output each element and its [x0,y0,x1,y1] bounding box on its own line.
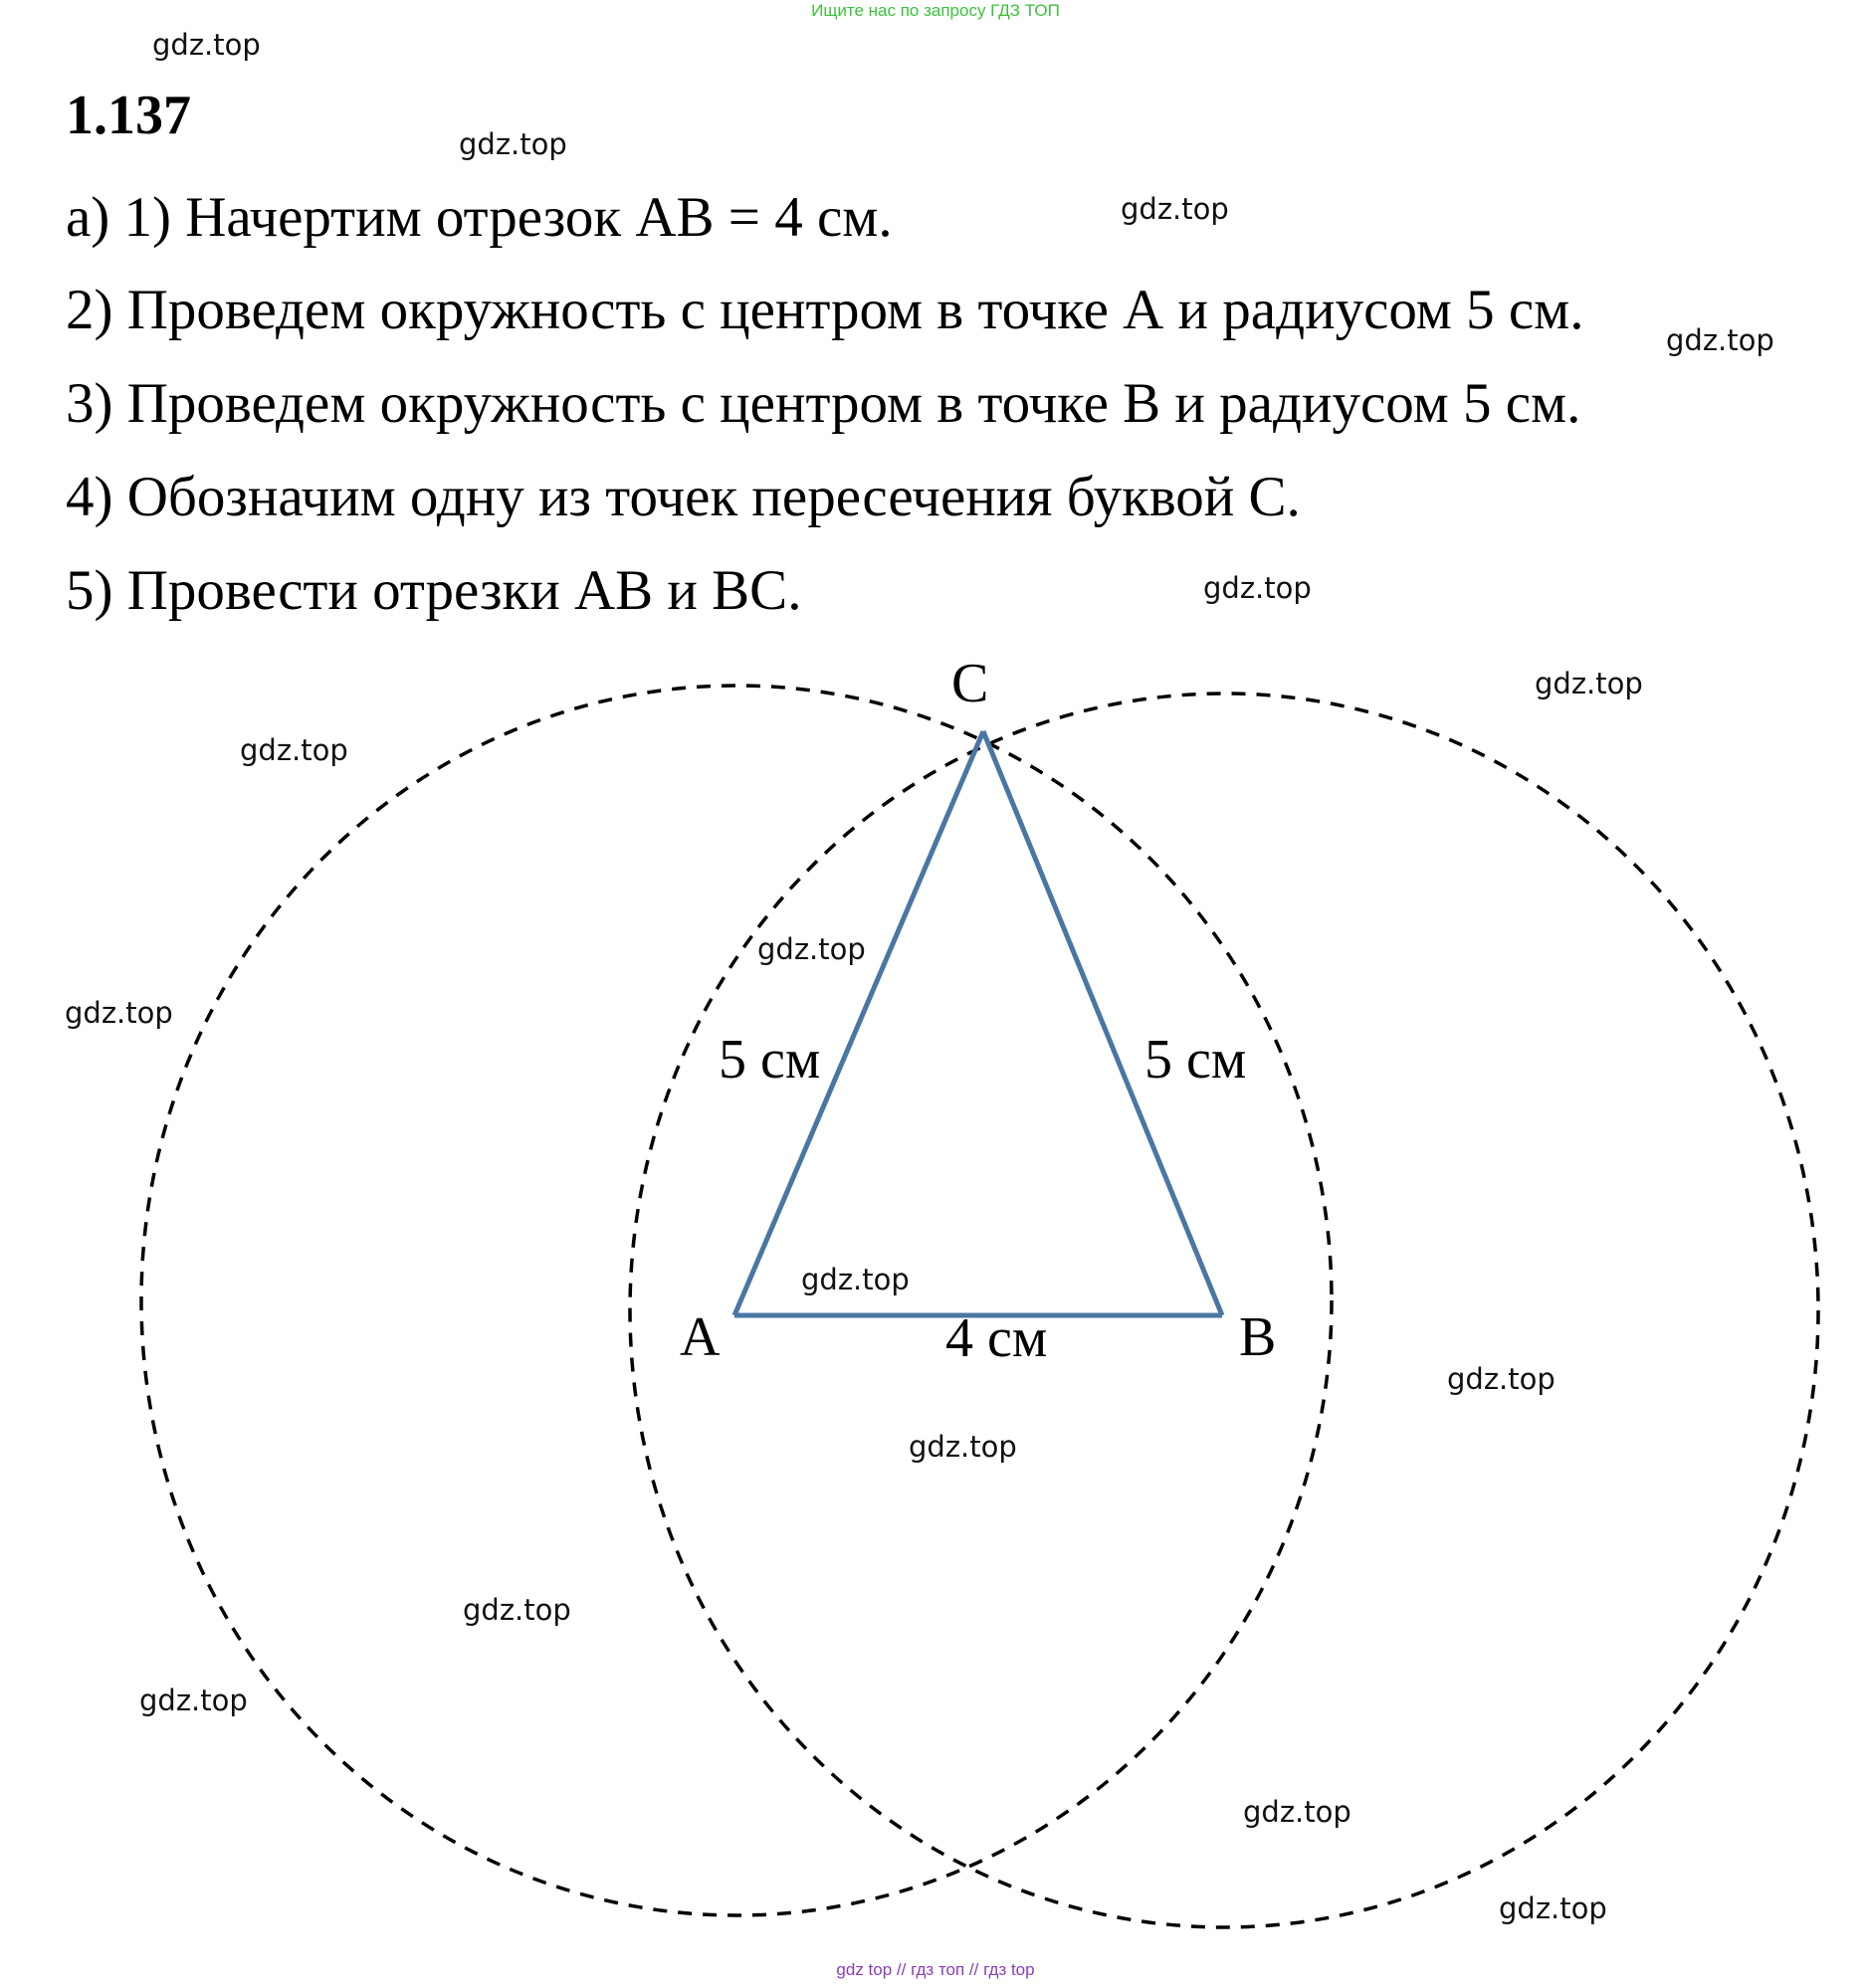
watermark: gdz.top [459,127,567,161]
watermark: gdz.top [463,1593,571,1627]
step-5: 5) Провести отрезки АВ и ВС. [66,559,802,622]
step-2: 2) Проведем окружность с центром в точке А и радиусом 5 см. [66,279,1584,341]
watermark: gdz.top [1243,1795,1351,1829]
watermark: gdz.top [801,1263,910,1296]
watermark: gdz.top [65,996,173,1030]
segment-bc [983,731,1222,1315]
segment-ac [734,731,983,1315]
step-3: 3) Проведем окружность с центром в точке В и радиусом 5 см. [66,372,1581,435]
point-label-c: C [951,653,989,714]
footer-links[interactable]: gdz top // гдз топ // гдз top [836,1960,1035,1979]
point-label-a: A [680,1306,721,1368]
step-1: а) 1) Начертим отрезок АВ = 4 см. [66,186,893,249]
watermark: gdz.top [1121,192,1229,226]
watermark: gdz.top [1499,1891,1607,1925]
watermark: gdz.top [152,28,261,62]
watermark: gdz.top [240,733,348,767]
circle-center-b [630,694,1818,1927]
watermark: gdz.top [1535,667,1643,700]
length-label-ab: 4 см [945,1307,1048,1369]
watermark: gdz.top [1447,1362,1556,1396]
problem-number: 1.137 [66,85,191,146]
watermark: gdz.top [139,1684,248,1717]
top-banner[interactable]: Ищите нас по запросу ГДЗ ТОП [811,1,1060,20]
watermark: gdz.top [1666,323,1774,357]
watermark: gdz.top [757,932,866,966]
circle-center-a [141,686,1332,1915]
step-4: 4) Обозначим одну из точек пересечения буквой С. [66,466,1301,528]
length-label-bc: 5 см [1144,1029,1247,1091]
watermark: gdz.top [909,1430,1017,1464]
watermark: gdz.top [1203,571,1312,605]
point-label-b: B [1239,1306,1277,1368]
length-label-ac: 5 см [719,1029,821,1091]
